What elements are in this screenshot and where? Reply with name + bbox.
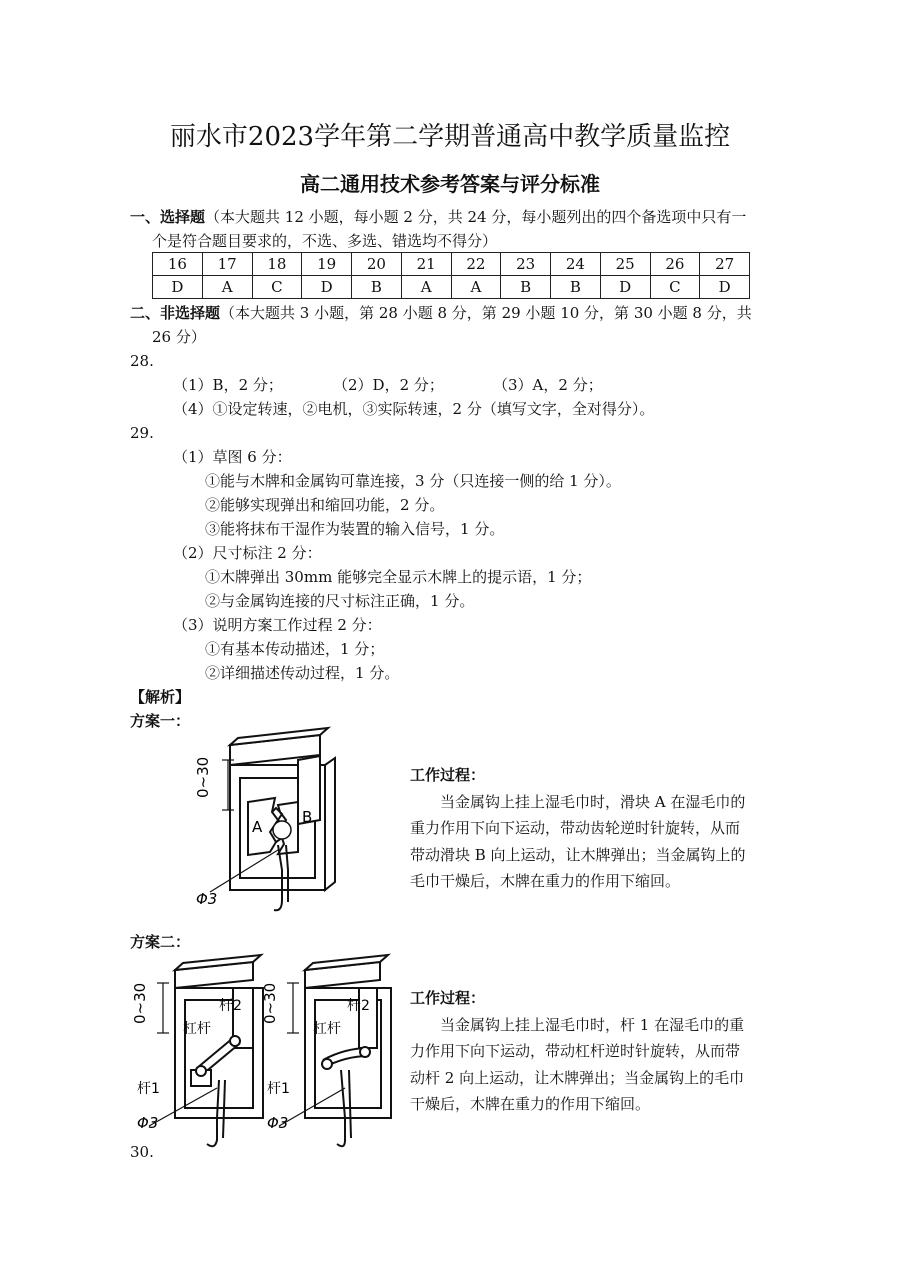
q28-answer2: （2）D，2 分；	[333, 376, 444, 394]
plan1-label: 方案一：	[130, 712, 191, 730]
answer-table-answer-cell: B	[551, 276, 601, 299]
q28-answer4: （4）①设定转速，②电机，③实际转速，2 分（填写文字，全对得分）。	[173, 400, 655, 418]
plan2-process-line: 当金属钩上挂上湿毛巾时，杆 1 在湿毛巾的重	[440, 1015, 745, 1034]
plan2-right-dim-label: 0~30	[261, 982, 279, 1024]
plan2-process	[410, 985, 770, 1118]
answer-table-answer-cell: B	[501, 276, 551, 299]
answer-table-number-row	[153, 253, 750, 276]
answer-table-answer-cell: D	[302, 276, 352, 299]
q29-part1-item2: ②能够实现弹出和缩回功能，2 分。	[205, 496, 445, 514]
plan2-right-rod1-label: 杆1	[267, 1081, 290, 1097]
gear-icon	[273, 821, 291, 839]
answer-table-answer-cell: D	[600, 276, 650, 299]
plan1-figure	[190, 720, 370, 920]
plan2-left-dim-label: 0~30	[131, 982, 149, 1024]
section2-desc1: （本大题共 3 小题，第 28 小题 8 分，第 29 小题 10 分，第 30 小题 8 分，共	[220, 304, 752, 322]
plan2-figure-left	[131, 948, 275, 1148]
q29-part3: （3）说明方案工作过程 2 分：	[173, 616, 382, 634]
plan2-label: 方案二：	[130, 933, 191, 951]
answer-table-answer-cell: D	[153, 276, 203, 299]
answer-table-number-cell: 23	[501, 253, 551, 276]
q29-part2-item1: ①木牌弹出 30mm 能够完全显示木牌上的提示语，1 分；	[205, 568, 592, 586]
plan1-phi-label: Φ3	[196, 890, 218, 908]
section2-desc2: 26 分）	[152, 328, 206, 346]
answer-table-number-cell: 16	[153, 253, 203, 276]
section1-heading: 一、选择题	[130, 208, 206, 226]
answer-table-answer-cell: C	[252, 276, 302, 299]
plan2-process-line: 干燥后，木牌在重力的作用下缩回。	[410, 1095, 651, 1113]
answer-table-number-cell: 18	[252, 253, 302, 276]
answer-table-number-cell: 19	[302, 253, 352, 276]
plan2-left-rod2-label: 杆2	[219, 998, 242, 1014]
answer-table-number-cell: 21	[401, 253, 451, 276]
answer-table-answer-cell: A	[401, 276, 451, 299]
section1-line1	[130, 205, 746, 229]
section2-line1	[130, 301, 752, 325]
section1-desc2: 个是符合题目要求的，不选、多选、错选均不得分）	[152, 232, 498, 250]
plan1-process	[410, 762, 770, 895]
q30-number: 30.	[130, 1143, 154, 1161]
plan2-process-line: 动杆 2 向上运动，让木牌弹出；当金属钩上的毛巾	[410, 1068, 745, 1087]
answer-table-number-cell: 22	[451, 253, 501, 276]
plan2-process-line: 力作用下向下运动，带动杠杆逆时针旋转，从而带	[410, 1042, 741, 1060]
q28-number: 28.	[130, 352, 154, 370]
answer-table	[152, 252, 750, 299]
analysis-heading: 【解析】	[130, 688, 191, 706]
q29-part2-item2: ②与金属钩连接的尺寸标注正确，1 分。	[205, 592, 475, 610]
plan1-process-line: 重力作用下向下运动，带动齿轮逆时针旋转，从而	[410, 819, 741, 837]
plan1-process-title: 工作过程：	[410, 766, 486, 784]
answer-table-number-cell: 25	[600, 253, 650, 276]
answer-table-number-cell: 20	[352, 253, 402, 276]
answer-table-answer-cell: C	[650, 276, 700, 299]
q29-part1: （1）草图 6 分：	[173, 448, 292, 466]
answer-table-answer-cell: A	[202, 276, 252, 299]
answer-table-number-cell: 24	[551, 253, 601, 276]
plan2-right-lever-label: 杠杆	[313, 1021, 341, 1037]
plan1-process-line: 带动滑块 B 向上运动，让木牌弹出；当金属钩上的	[410, 845, 746, 864]
answer-table-answer-cell: A	[451, 276, 501, 299]
plan1-process-line: 毛巾干燥后，木牌在重力的作用下缩回。	[410, 872, 681, 890]
plan2-right-rod2-label: 杆2	[347, 998, 370, 1014]
plan2-left-phi-label: Φ3	[137, 1114, 159, 1132]
page-title: 丽水市2023学年第二学期普通高中教学质量监控	[169, 122, 731, 152]
answer-table-answer-cell: B	[352, 276, 402, 299]
q29-part1-item3: ③能将抹布干湿作为装置的输入信号，1 分。	[205, 520, 505, 538]
plan1-dim-label: 0~30	[194, 756, 212, 798]
q29-part1-item1: ①能与木牌和金属钩可靠连接，3 分（只连接一侧的给 1 分）。	[205, 472, 621, 490]
plan1-process-line: 当金属钩上挂上湿毛巾时，滑块 A 在湿毛巾的	[440, 792, 746, 811]
answer-table-answer-row	[153, 276, 750, 299]
answer-table-number-cell: 17	[202, 253, 252, 276]
answer-table-number-cell: 26	[650, 253, 700, 276]
page-subtitle: 高二通用技术参考答案与评分标准	[300, 172, 600, 196]
q28-answer3: （3）A，2 分；	[493, 376, 603, 394]
q29-part3-item2: ②详细描述传动过程，1 分。	[205, 664, 400, 682]
plan2-figure-right	[261, 948, 400, 1148]
section2-heading: 二、非选择题	[130, 304, 221, 322]
q29-part2: （2）尺寸标注 2 分：	[173, 544, 322, 562]
plan2-right-phi-label: Φ3	[267, 1114, 289, 1132]
answer-table-number-cell: 27	[700, 253, 750, 276]
plan2-left-rod1-label: 杆1	[137, 1081, 160, 1097]
section1-desc1: （本大题共 12 小题，每小题 2 分，共 24 分，每小题列出的四个备选项中只有一	[205, 208, 747, 226]
q29-part3-item1: ①有基本传动描述，1 分；	[205, 640, 385, 658]
q29-number: 29.	[130, 424, 154, 442]
plan2-left-lever-label: 杠杆	[183, 1021, 211, 1037]
answer-table-answer-cell: D	[700, 276, 750, 299]
plan1-slider-a-label: A	[252, 818, 263, 836]
plan2-process-title: 工作过程：	[410, 989, 486, 1007]
plan1-slider-b-label: B	[302, 808, 313, 826]
q28-answer1: （1）B，2 分；	[173, 376, 283, 394]
